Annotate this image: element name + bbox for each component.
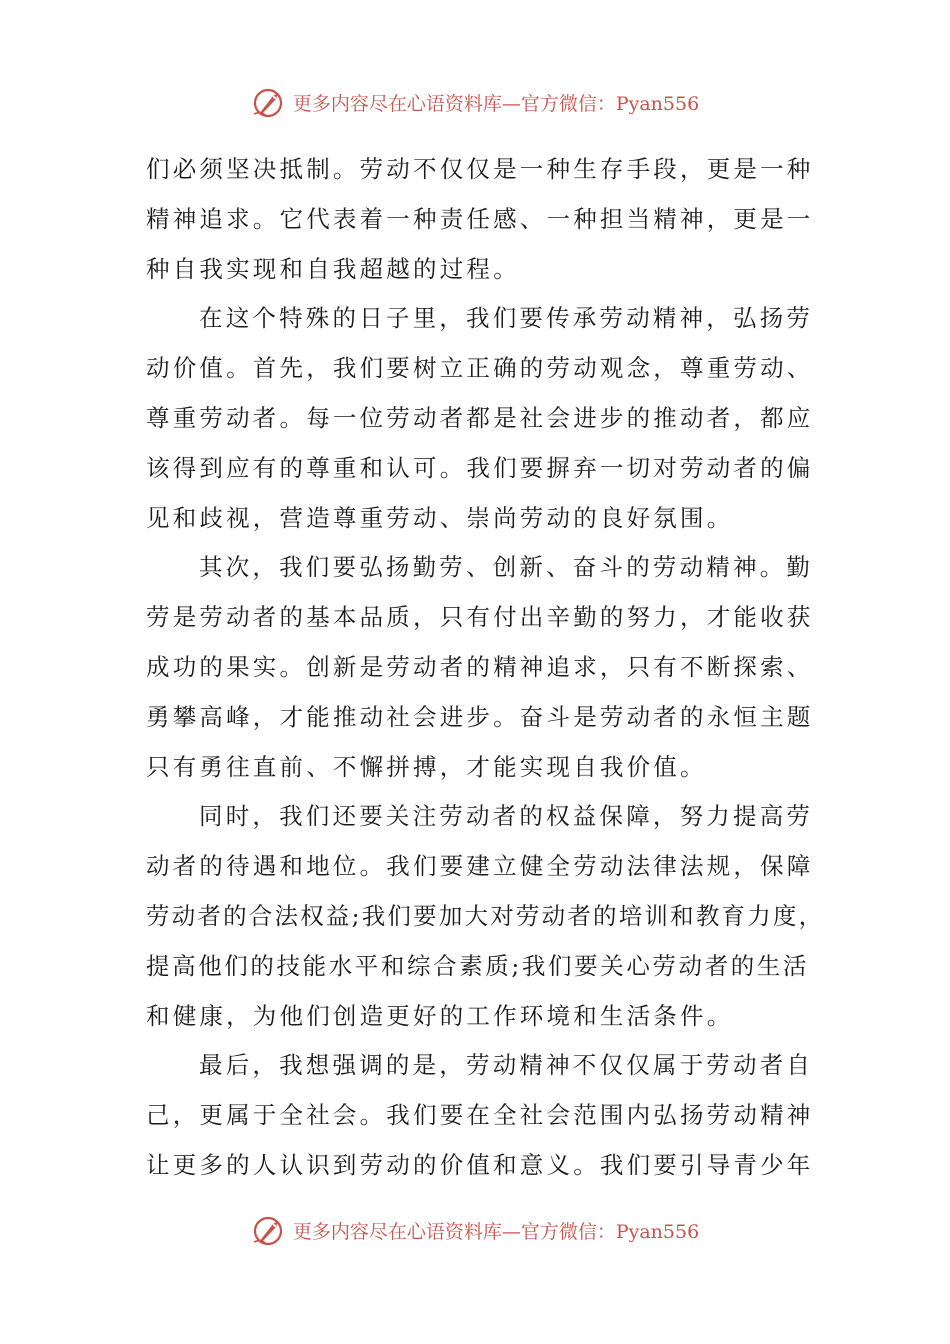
footer-banner [0,1210,950,1250]
pen-nib-logo-icon [251,84,287,120]
document-body [146,145,825,1191]
paragraph [146,294,812,543]
text-line: 劳动者的合法权益;我们要加大对劳动者的培训和教育力度， [146,901,825,930]
text-line: 己，更属于全社会。我们要在全社会范围内弘扬劳动精神 [146,1101,814,1130]
text-line: 尊重劳动者。每一位劳动者都是社会进步的推动者，都应 [146,403,814,432]
text-line: 劳是劳动者的基本品质，只有付出辛勤的努力，才能收获 [146,603,814,632]
text-line: 动价值。首先，我们要树立正确的劳动观念，尊重劳动、 [146,354,814,383]
text-line: 精神追求。它代表着一种责任感、一种担当精神，更是一 [146,204,814,233]
text-line: 勇攀高峰，才能推动社会进步。奋斗是劳动者的永恒主题 [146,702,814,731]
text-line: 在这个特殊的日子里，我们要传承劳动精神，弘扬劳 [199,304,814,333]
text-line: 成功的果实。创新是劳动者的精神追求，只有不断探索、 [146,652,814,681]
text-line: 种自我实现和自我超越的过程。 [146,254,520,283]
text-line: 和健康，为他们创造更好的工作环境和生活条件。 [146,1001,734,1030]
text-line: 同时，我们还要关注劳动者的权益保障，努力提高劳 [199,802,814,831]
text-line: 只有勇往直前、不懈拼搏，才能实现自我价值。 [146,752,707,781]
text-line: 见和歧视，营造尊重劳动、崇尚劳动的良好氛围。 [146,503,734,532]
paragraph [146,543,812,792]
text-line: 动者的待遇和地位。我们要建立健全劳动法律法规，保障 [146,852,814,881]
text-line: 该得到应有的尊重和认可。我们要摒弃一切对劳动者的偏 [146,453,814,482]
header-banner [0,82,950,122]
paragraph [146,792,825,1041]
banner-text: 更多内容尽在心语资料库—官方微信：Pyan556 [292,92,700,115]
text-line: 让更多的人认识到劳动的价值和意义。我们要引导青少年 [146,1150,814,1179]
paragraph [146,1041,812,1190]
pen-nib-logo-icon [251,1212,287,1248]
banner-text: 更多内容尽在心语资料库—官方微信：Pyan556 [292,1220,700,1243]
text-line: 提高他们的技能水平和综合素质;我们要关心劳动者的生活 [146,951,810,980]
text-line: 其次，我们要弘扬勤劳、创新、奋斗的劳动精神。勤 [199,553,814,582]
text-line: 最后，我想强调的是，劳动精神不仅仅属于劳动者自 [199,1051,814,1080]
paragraph [146,145,812,294]
text-line: 们必须坚决抵制。劳动不仅仅是一种生存手段，更是一种 [146,155,814,183]
